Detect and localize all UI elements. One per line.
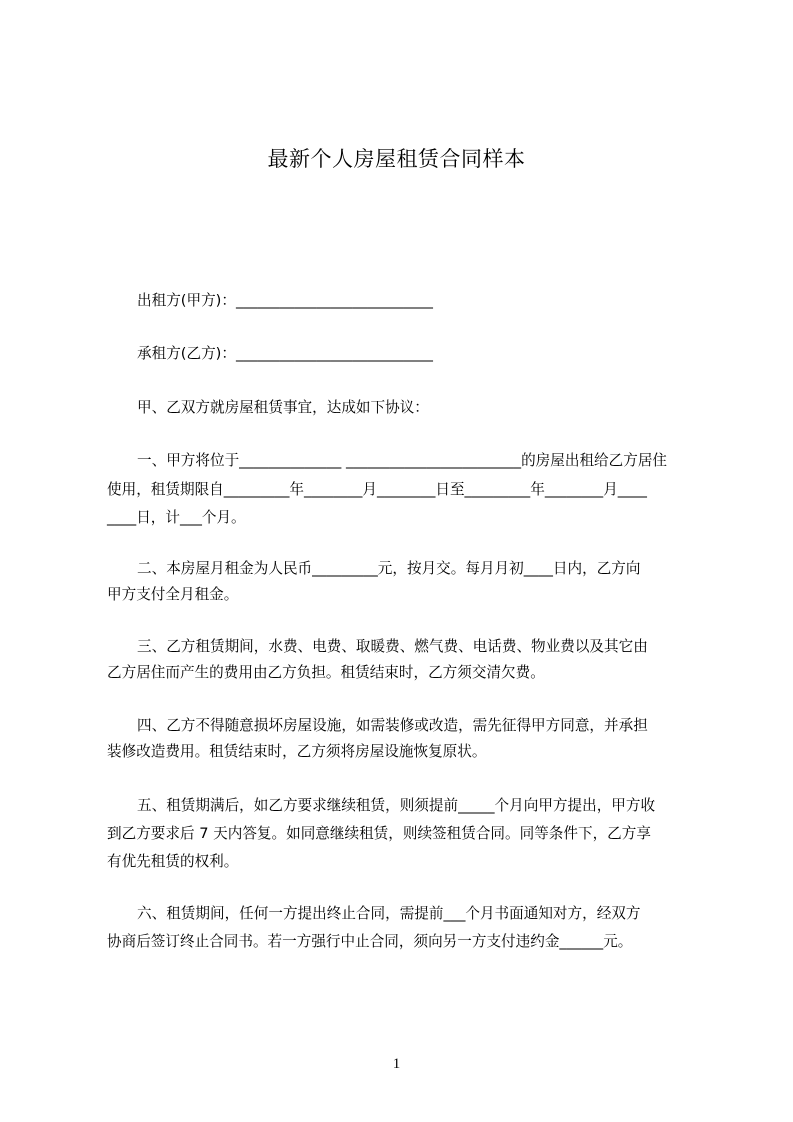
clause-1-line-2: 使用，租赁期限自_________年________月________日至_________年________月____ bbox=[107, 481, 647, 498]
clause-1-line-1: 一、甲方将位于______________ ________________________的房屋出租给乙方居住 bbox=[137, 452, 668, 469]
clause-5-line-3: 有优先租赁的权利。 bbox=[107, 853, 239, 870]
clause-4-line-1: 四、乙方不得随意损坏房屋设施，如需装修或改造，需先征得甲方同意，并承担 bbox=[137, 717, 648, 734]
page-number: 1 bbox=[392, 1056, 401, 1072]
clause-5-line-1: 五、租赁期满后，如乙方要求继续租赁，则须提前_____个月向甲方提出，甲方收 bbox=[137, 797, 656, 814]
clause-6-line-2: 协商后签订终止合同书。若一方强行中止合同，须向另一方支付违约金______元。 bbox=[107, 933, 633, 950]
clause-1-line-3: ____日，计___个月。 bbox=[107, 509, 246, 526]
clause-4-line-2: 装修改造费用。租赁结束时，乙方须将房屋设施恢复原状。 bbox=[107, 743, 487, 760]
clause-3-line-1: 三、乙方租赁期间，水费、电费、取暖费、燃气费、电话费、物业费以及其它由 bbox=[137, 638, 648, 655]
clause-2-line-1: 二、本房屋月租金为人民币_________元，按月交。每月月初____日内，乙方向 bbox=[137, 560, 641, 577]
party-a-line: 出租方(甲方)：___________________________ bbox=[137, 292, 433, 309]
party-b-line: 承租方(乙方)：___________________________ bbox=[137, 345, 433, 362]
intro-line: 甲、乙双方就房屋租赁事宜，达成如下协议： bbox=[137, 399, 429, 416]
clause-2-line-2: 甲方支付全月租金。 bbox=[107, 586, 239, 603]
clause-5-line-2: 到乙方要求后 7 天内答复。如同意继续租赁，则续签租赁合同。同等条件下，乙方享 bbox=[107, 825, 651, 842]
clause-3-line-2: 乙方居住而产生的费用由乙方负担。租赁结束时，乙方须交清欠费。 bbox=[107, 664, 545, 681]
clause-6-line-1: 六、租赁期间，任何一方提出终止合同，需提前___个月书面通知对方，经双方 bbox=[137, 905, 641, 922]
document-title: 最新个人房屋租赁合同样本 bbox=[267, 147, 526, 171]
